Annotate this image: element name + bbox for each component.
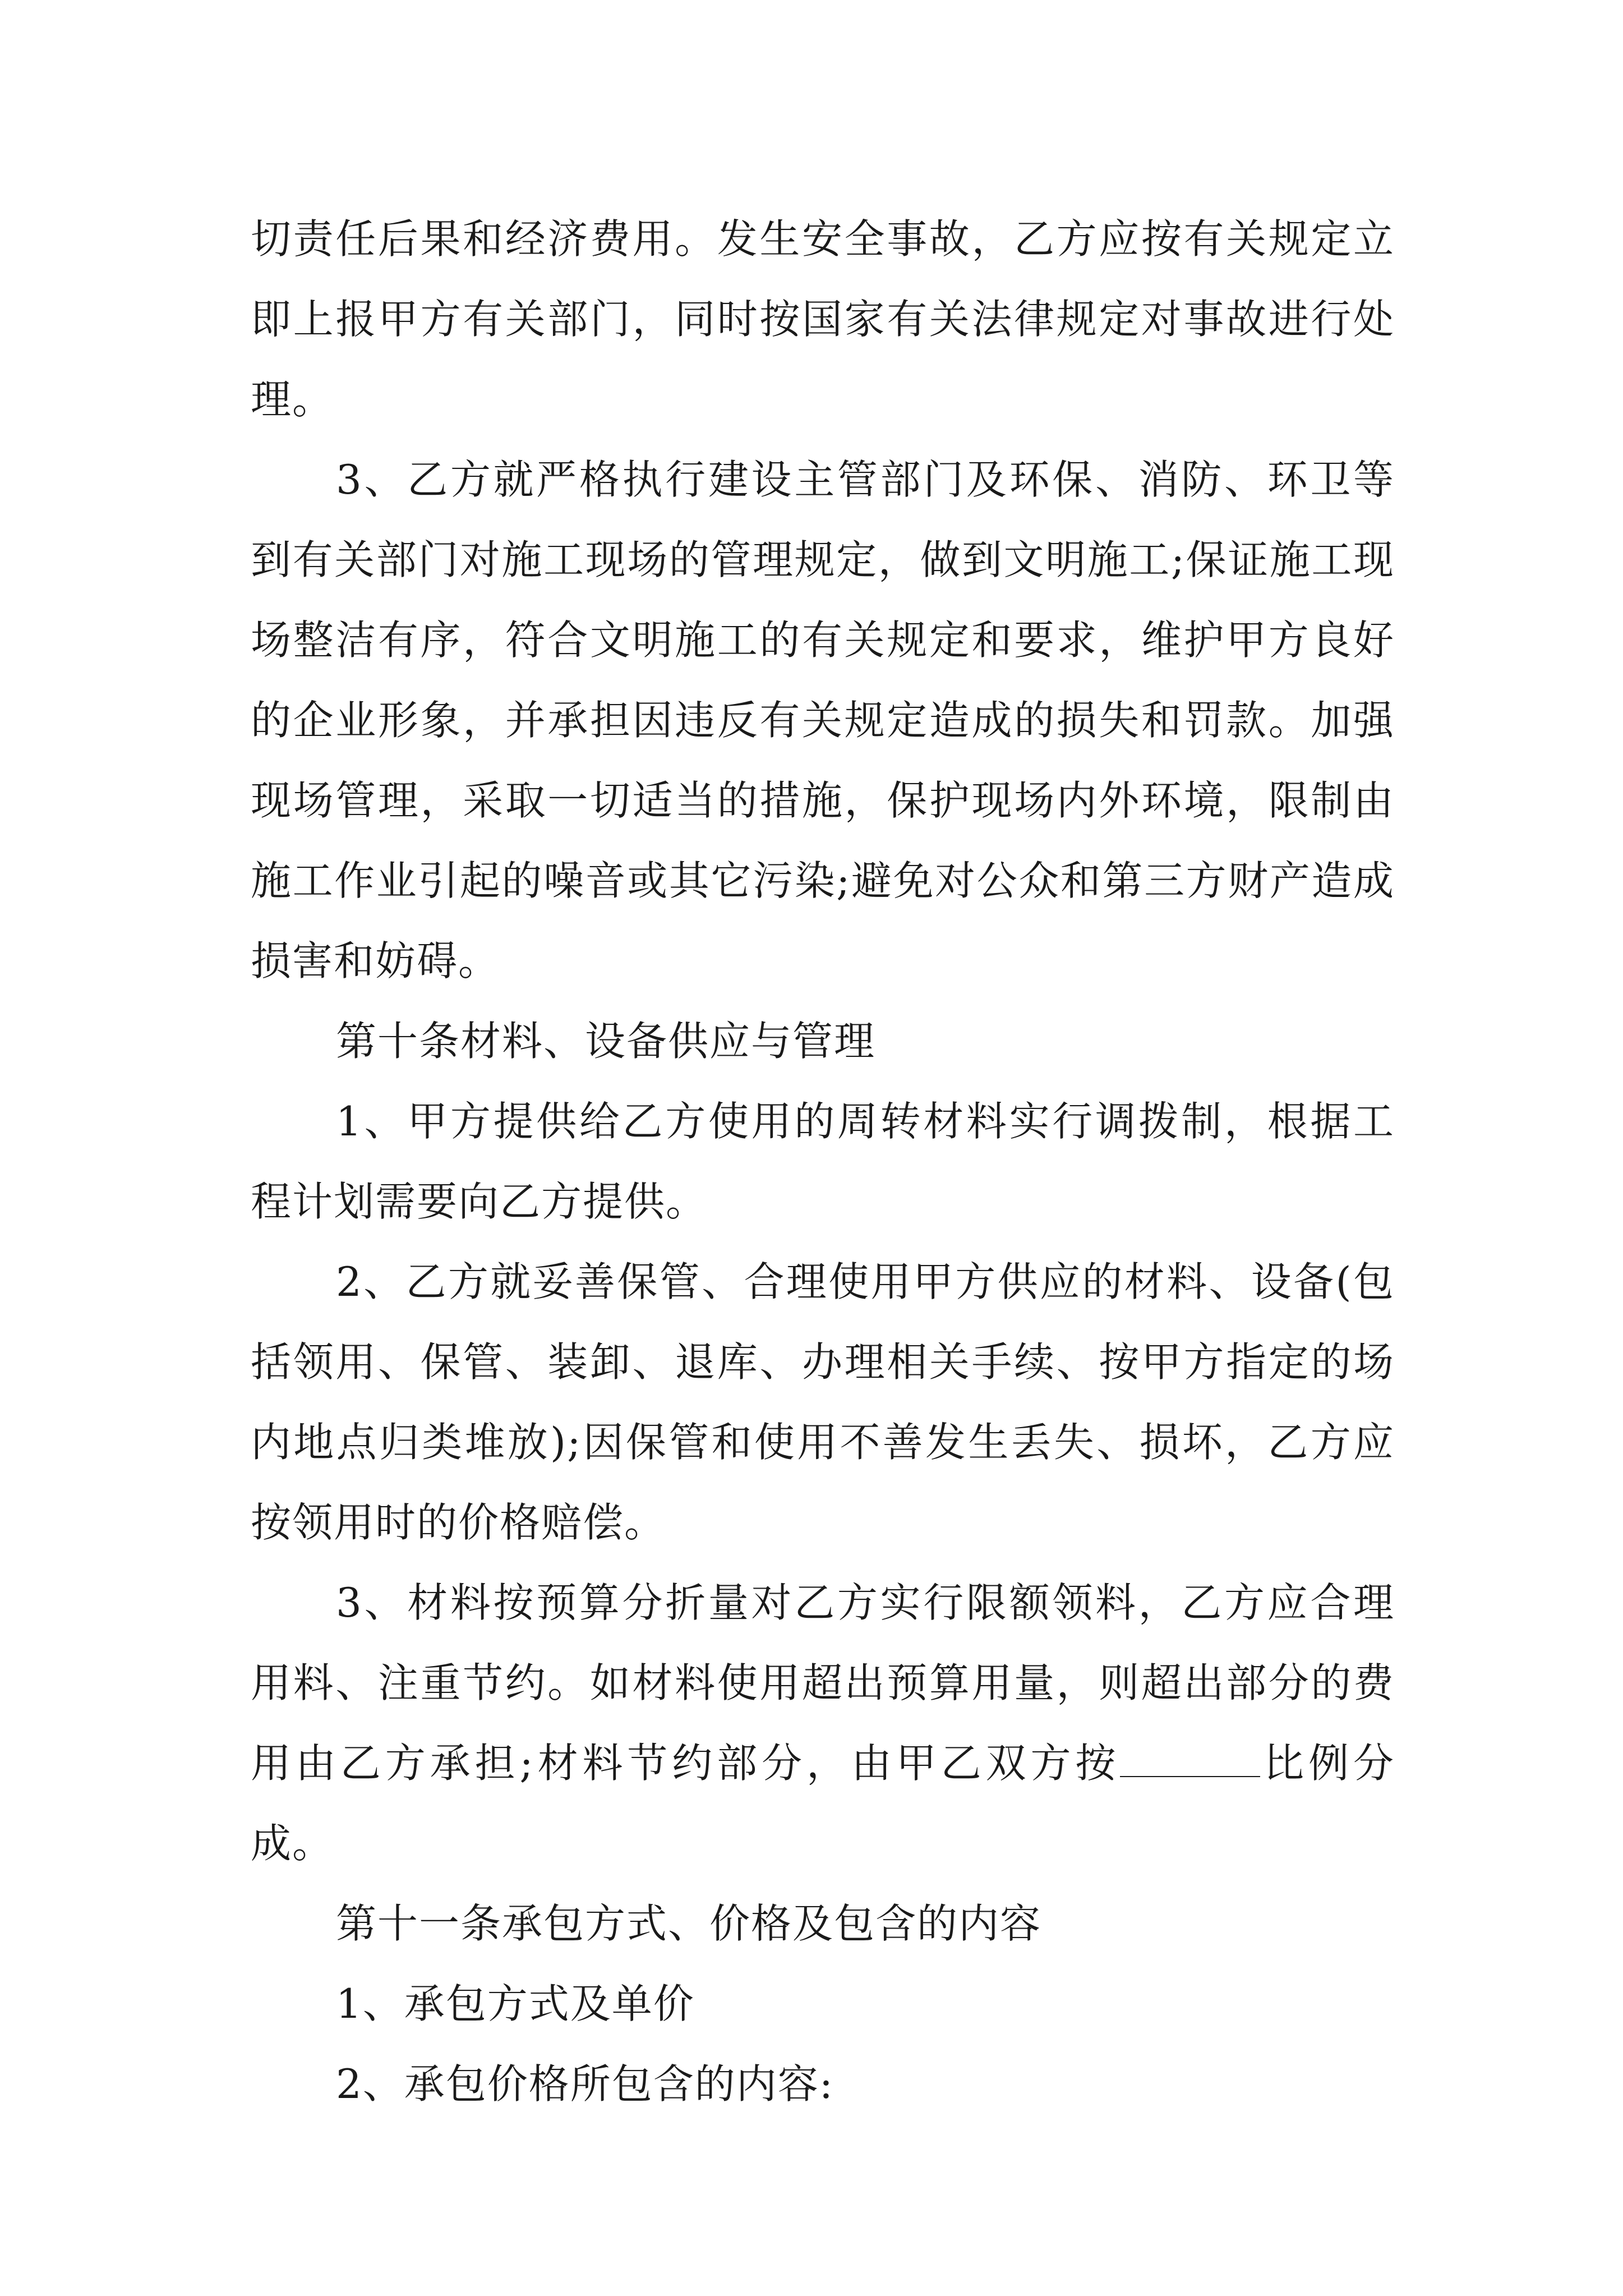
paragraph-clause-1-materials: 1、甲方提供给乙方使用的周转材料实行调拨制，根据工程计划需要向乙方提供。 [251,1098,1395,1225]
paragraph-clause-2-contract-price: 2、承包价格所包含的内容: [336,2060,834,2108]
document-body [251,199,1395,2124]
paragraph-clause-2-materials: 2、乙方就妥善保管、合理使用甲方供应的材料、设备(包括领用、保管、装卸、退库、办理相关手续、按甲方指定的场内地点归类堆放);因保管和使用不善发生丢失、损坏，乙方应按领用时的价格赔偿。 [251,1258,1395,1546]
section-heading-article-10: 第十条材料、设备供应与管理 [336,1018,876,1065]
paragraph-clause-3-materials [251,1563,1395,1884]
paragraph-clause-3-materials-tail: 比例分成。 [251,1740,1395,1867]
paragraph-clause-1-contract-method: 1、承包方式及单价 [336,1980,695,2027]
fill-in-blank [1120,1742,1260,1777]
paragraph-continuation: 切责任后果和经济费用。发生安全事故，乙方应按有关规定立即上报甲方有关部门，同时按国家有关法律规定对事故进行处理。 [251,215,1395,423]
paragraph-clause-3-site-management: 3、乙方就严格执行建设主管部门及环保、消防、环卫等到有关部门对施工现场的管理规定，做到文明施工;保证施工现场整洁有序，符合文明施工的有关规定和要求，维护甲方良好的企业形象，并承担因违反有关规定造成的损失和罚款。加强现场管理，采取一切适当的措施，保护现场内外环境，限制由施工作业引起的噪音或其它污染;避免对公众和第三方财产造成损害和妨碍。 [251,456,1395,984]
section-heading-article-11: 第十一条承包方式、价格及包含的内容 [336,1900,1042,1947]
paragraph-clause-3-materials-text: 3、材料按预算分折量对乙方实行限额领料，乙方应合理用料、注重节约。如材料使用超出预算用量，则超出部分的费用由乙方承担;材料节约部分，由甲乙双方按 [251,1579,1395,1787]
